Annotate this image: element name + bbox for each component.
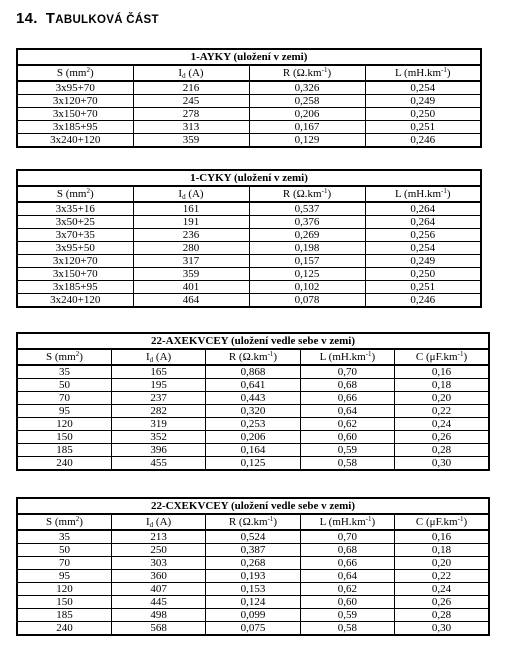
table-cell: 236 xyxy=(133,229,249,242)
table-row xyxy=(17,596,489,609)
table-cell: 359 xyxy=(133,134,249,148)
table-cell: 0,125 xyxy=(249,268,365,281)
table-row xyxy=(17,202,481,216)
table-cell: 0,62 xyxy=(300,583,394,596)
table-cell: 3x150+70 xyxy=(17,268,133,281)
table-cell: 240 xyxy=(17,622,111,636)
table-cell: 0,268 xyxy=(206,557,300,570)
table-cell: 0,250 xyxy=(365,268,481,281)
column-header-label: L (mH.km xyxy=(319,351,366,363)
column-header-unit-close: ) xyxy=(79,351,83,363)
column-header-unit-close: (A) xyxy=(185,188,204,200)
table-cell: 120 xyxy=(17,418,111,431)
table-cell: 3x70+35 xyxy=(17,229,133,242)
table-cell: 0,326 xyxy=(249,81,365,95)
table-title: 1-AYKY (uložení v zemi) xyxy=(17,49,481,65)
table-cell: 0,22 xyxy=(395,570,489,583)
table-cell: 0,62 xyxy=(300,418,394,431)
table-cell: 240 xyxy=(17,457,111,471)
table-cell: 3x120+70 xyxy=(17,255,133,268)
table-header-row xyxy=(17,349,489,365)
table-header-row xyxy=(17,186,481,202)
table-cell: 282 xyxy=(111,405,205,418)
table-cell: 0,22 xyxy=(395,405,489,418)
table-header-row xyxy=(17,65,481,81)
column-header-unit-close: ) xyxy=(463,516,468,528)
table-cell: 0,26 xyxy=(395,596,489,609)
column-header-unit-close: ) xyxy=(463,351,468,363)
table-cell: 0,20 xyxy=(395,392,489,405)
table-cell: 0,251 xyxy=(365,281,481,294)
column-header xyxy=(133,186,249,202)
column-header-superscript: -1 xyxy=(321,187,328,195)
column-header-unit-close: ) xyxy=(273,351,278,363)
section-number: 14. xyxy=(16,10,38,27)
table-row xyxy=(17,216,481,229)
table-row xyxy=(17,229,481,242)
table-22-axekvcey xyxy=(16,332,490,471)
table-cell: 0,524 xyxy=(206,530,300,544)
column-header xyxy=(249,186,365,202)
table-cell: 0,537 xyxy=(249,202,365,216)
table-row xyxy=(17,444,489,457)
column-header-unit-close: ) xyxy=(371,351,376,363)
table-row xyxy=(17,622,489,636)
table-cell: 0,198 xyxy=(249,242,365,255)
table-row xyxy=(17,457,489,471)
column-header-superscript: -1 xyxy=(441,66,447,74)
table-cell: 0,18 xyxy=(395,379,489,392)
table-row xyxy=(17,418,489,431)
table-cell: 0,24 xyxy=(395,418,489,431)
table-row xyxy=(17,121,481,134)
table-cell: 245 xyxy=(133,95,249,108)
table-cell: 280 xyxy=(133,242,249,255)
table-cell: 0,249 xyxy=(365,95,481,108)
table-cell: 445 xyxy=(111,596,205,609)
table-cell: 317 xyxy=(133,255,249,268)
table-1-cyky xyxy=(16,169,482,308)
table-cell: 0,24 xyxy=(395,583,489,596)
table-title: 1-CYKY (uložení v zemi) xyxy=(17,170,481,186)
table-row xyxy=(17,81,481,95)
table-row xyxy=(17,530,489,544)
table-cell: 0,206 xyxy=(249,108,365,121)
table-cell: 50 xyxy=(17,379,111,392)
table-row xyxy=(17,95,481,108)
table-row xyxy=(17,294,481,308)
column-header-label: S (mm xyxy=(56,188,87,200)
table-cell: 70 xyxy=(17,392,111,405)
table-cell: 498 xyxy=(111,609,205,622)
column-header-subscript: d xyxy=(182,72,186,80)
column-header-label: L (mH.km xyxy=(394,67,441,79)
table-cell: 455 xyxy=(111,457,205,471)
table-cell: 360 xyxy=(111,570,205,583)
column-header-unit-close: ) xyxy=(89,188,94,200)
section-title-initial: T xyxy=(45,10,56,27)
column-header xyxy=(395,514,489,530)
table-row xyxy=(17,268,481,281)
table-cell: 0,59 xyxy=(300,444,394,457)
table-cell: 0,206 xyxy=(206,431,300,444)
table-cell: 0,254 xyxy=(365,81,481,95)
table-cell: 303 xyxy=(111,557,205,570)
table-cell: 396 xyxy=(111,444,205,457)
column-header-label: R (Ω.km xyxy=(282,67,322,79)
column-header-superscript: -1 xyxy=(457,515,464,523)
table-cell: 3x95+50 xyxy=(17,242,133,255)
table-cell: 161 xyxy=(133,202,249,216)
column-header-unit-close: (A) xyxy=(185,67,204,79)
table-cell: 0,099 xyxy=(206,609,300,622)
table-cell: 464 xyxy=(133,294,249,308)
table-cell: 0,60 xyxy=(300,431,394,444)
table-cell: 3x120+70 xyxy=(17,95,133,108)
column-header-superscript: -1 xyxy=(267,515,274,523)
table-cell: 0,269 xyxy=(249,229,365,242)
table-cell: 568 xyxy=(111,622,205,636)
table-cell: 0,256 xyxy=(365,229,481,242)
table-cell: 0,443 xyxy=(206,392,300,405)
column-header-label: I xyxy=(178,67,183,79)
table-row xyxy=(17,405,489,418)
column-header xyxy=(111,514,205,530)
column-header-unit-close: ) xyxy=(273,516,278,528)
table-cell: 0,30 xyxy=(395,622,489,636)
column-header-unit-close: ) xyxy=(79,516,83,528)
table-cell: 216 xyxy=(133,81,249,95)
column-header-label: I xyxy=(178,188,183,200)
table-cell: 0,58 xyxy=(300,622,394,636)
table-row xyxy=(17,108,481,121)
table-row xyxy=(17,392,489,405)
table-cell: 70 xyxy=(17,557,111,570)
table-cell: 0,251 xyxy=(365,121,481,134)
table-cell: 0,075 xyxy=(206,622,300,636)
table-cell: 0,68 xyxy=(300,379,394,392)
table-cell: 0,387 xyxy=(206,544,300,557)
table-cell: 0,58 xyxy=(300,457,394,471)
table-cell: 191 xyxy=(133,216,249,229)
column-header-label: S (mm xyxy=(46,351,76,363)
table-cell: 359 xyxy=(133,268,249,281)
table-cell: 0,66 xyxy=(300,557,394,570)
table-cell: 0,129 xyxy=(249,134,365,148)
table-cell: 3x95+70 xyxy=(17,81,133,95)
column-header xyxy=(17,349,111,365)
table-cell: 3x35+16 xyxy=(17,202,133,216)
section-heading xyxy=(16,10,159,27)
column-header xyxy=(365,186,481,202)
table-cell: 165 xyxy=(111,365,205,379)
table-1-ayky xyxy=(16,48,482,148)
column-header-label: S (mm xyxy=(56,67,87,79)
table-row xyxy=(17,365,489,379)
table-row xyxy=(17,544,489,557)
table-cell: 150 xyxy=(17,596,111,609)
table-cell: 0,157 xyxy=(249,255,365,268)
table-cell: 0,60 xyxy=(300,596,394,609)
table-cell: 0,254 xyxy=(365,242,481,255)
table-cell: 0,66 xyxy=(300,392,394,405)
column-header-subscript: d xyxy=(149,356,154,364)
table-cell: 50 xyxy=(17,544,111,557)
table-cell: 0,64 xyxy=(300,405,394,418)
column-header-unit-close: ) xyxy=(446,188,451,200)
column-header-superscript: -1 xyxy=(365,350,372,358)
table-cell: 3x150+70 xyxy=(17,108,133,121)
table-title-row xyxy=(17,170,481,186)
table-cell: 3x50+25 xyxy=(17,216,133,229)
column-header-unit-close: (A) xyxy=(153,516,172,528)
table-cell: 0,102 xyxy=(249,281,365,294)
table-cell: 0,253 xyxy=(206,418,300,431)
column-header xyxy=(300,514,394,530)
table-cell: 0,16 xyxy=(395,530,489,544)
column-header xyxy=(17,186,133,202)
column-header-superscript: 2 xyxy=(86,66,90,74)
column-header-label: R (Ω.km xyxy=(282,188,322,200)
column-header-label: I xyxy=(145,351,150,363)
table-cell: 0,70 xyxy=(300,530,394,544)
table-row xyxy=(17,583,489,596)
table-cell: 0,246 xyxy=(365,134,481,148)
table-cell: 237 xyxy=(111,392,205,405)
table-cell: 120 xyxy=(17,583,111,596)
column-header-subscript: d xyxy=(149,521,154,529)
table-cell: 0,26 xyxy=(395,431,489,444)
column-header xyxy=(365,65,481,81)
table-cell: 0,20 xyxy=(395,557,489,570)
column-header-superscript: -1 xyxy=(441,187,447,195)
table-cell: 185 xyxy=(17,444,111,457)
table-row xyxy=(17,134,481,148)
column-header-superscript: -1 xyxy=(267,350,274,358)
table-cell: 0,125 xyxy=(206,457,300,471)
table-cell: 150 xyxy=(17,431,111,444)
table-row xyxy=(17,609,489,622)
table-cell: 3x185+95 xyxy=(17,121,133,134)
table-cell: 95 xyxy=(17,405,111,418)
table-cell: 313 xyxy=(133,121,249,134)
table-cell: 0,246 xyxy=(365,294,481,308)
column-header-unit-close: ) xyxy=(327,67,332,79)
table-cell: 35 xyxy=(17,365,111,379)
table-row xyxy=(17,570,489,583)
table-cell: 0,078 xyxy=(249,294,365,308)
column-header xyxy=(111,349,205,365)
column-header-label: R (Ω.km xyxy=(228,516,268,528)
column-header-superscript: -1 xyxy=(365,515,372,523)
table-cell: 0,376 xyxy=(249,216,365,229)
table-cell: 35 xyxy=(17,530,111,544)
table-title-row xyxy=(17,49,481,65)
column-header-label: S (mm xyxy=(46,516,76,528)
column-header-label: L (mH.km xyxy=(394,188,441,200)
table-cell: 213 xyxy=(111,530,205,544)
table-cell: 0,16 xyxy=(395,365,489,379)
table-22-cxekvcey xyxy=(16,497,490,636)
section-title-rest: ABULKOVÁ ČÁST xyxy=(55,14,159,26)
table-cell: 278 xyxy=(133,108,249,121)
table-cell: 407 xyxy=(111,583,205,596)
table-cell: 95 xyxy=(17,570,111,583)
table-cell: 0,264 xyxy=(365,216,481,229)
table-row xyxy=(17,431,489,444)
table-cell: 3x240+120 xyxy=(17,294,133,308)
column-header xyxy=(17,65,133,81)
table-cell: 0,28 xyxy=(395,444,489,457)
column-header-superscript: 2 xyxy=(75,515,80,523)
column-header xyxy=(133,65,249,81)
table-title: 22-CXEKVCEY (uložení vedle sebe v zemi) xyxy=(17,498,489,514)
table-title-row xyxy=(17,498,489,514)
column-header xyxy=(206,514,300,530)
column-header-superscript: 2 xyxy=(86,187,90,195)
table-header-row xyxy=(17,514,489,530)
table-row xyxy=(17,281,481,294)
column-header-superscript: -1 xyxy=(457,350,464,358)
column-header-unit-close: (A) xyxy=(153,351,172,363)
column-header-superscript: 2 xyxy=(75,350,80,358)
table-cell: 0,64 xyxy=(300,570,394,583)
column-header xyxy=(249,65,365,81)
column-header-label: R (Ω.km xyxy=(228,351,268,363)
table-cell: 401 xyxy=(133,281,249,294)
table-cell: 0,641 xyxy=(206,379,300,392)
column-header-unit-close: ) xyxy=(446,67,451,79)
table-title-row xyxy=(17,333,489,349)
column-header-subscript: d xyxy=(182,193,186,201)
table-cell: 0,250 xyxy=(365,108,481,121)
table-cell: 0,153 xyxy=(206,583,300,596)
table-cell: 3x185+95 xyxy=(17,281,133,294)
table-cell: 0,18 xyxy=(395,544,489,557)
column-header xyxy=(395,349,489,365)
table-cell: 0,28 xyxy=(395,609,489,622)
table-row xyxy=(17,557,489,570)
table-cell: 0,258 xyxy=(249,95,365,108)
table-cell: 0,320 xyxy=(206,405,300,418)
column-header-unit-close: ) xyxy=(89,67,94,79)
table-cell: 0,68 xyxy=(300,544,394,557)
column-header-unit-close: ) xyxy=(371,516,376,528)
table-cell: 0,59 xyxy=(300,609,394,622)
column-header-label: C (μF.km xyxy=(415,351,458,363)
table-row xyxy=(17,242,481,255)
table-cell: 0,30 xyxy=(395,457,489,471)
table-cell: 0,264 xyxy=(365,202,481,216)
table-cell: 185 xyxy=(17,609,111,622)
table-cell: 319 xyxy=(111,418,205,431)
table-cell: 0,70 xyxy=(300,365,394,379)
table-row xyxy=(17,255,481,268)
column-header-label: C (μF.km xyxy=(415,516,458,528)
column-header xyxy=(206,349,300,365)
table-row xyxy=(17,379,489,392)
table-cell: 250 xyxy=(111,544,205,557)
column-header xyxy=(300,349,394,365)
column-header-label: L (mH.km xyxy=(319,516,366,528)
column-header-superscript: -1 xyxy=(321,66,328,74)
column-header-label: I xyxy=(145,516,150,528)
table-cell: 0,193 xyxy=(206,570,300,583)
table-cell: 0,167 xyxy=(249,121,365,134)
table-cell: 0,164 xyxy=(206,444,300,457)
column-header xyxy=(17,514,111,530)
table-cell: 0,868 xyxy=(206,365,300,379)
table-cell: 352 xyxy=(111,431,205,444)
column-header-unit-close: ) xyxy=(327,188,332,200)
table-cell: 0,249 xyxy=(365,255,481,268)
table-cell: 0,124 xyxy=(206,596,300,609)
table-title: 22-AXEKVCEY (uložení vedle sebe v zemi) xyxy=(17,333,489,349)
table-cell: 195 xyxy=(111,379,205,392)
table-cell: 3x240+120 xyxy=(17,134,133,148)
